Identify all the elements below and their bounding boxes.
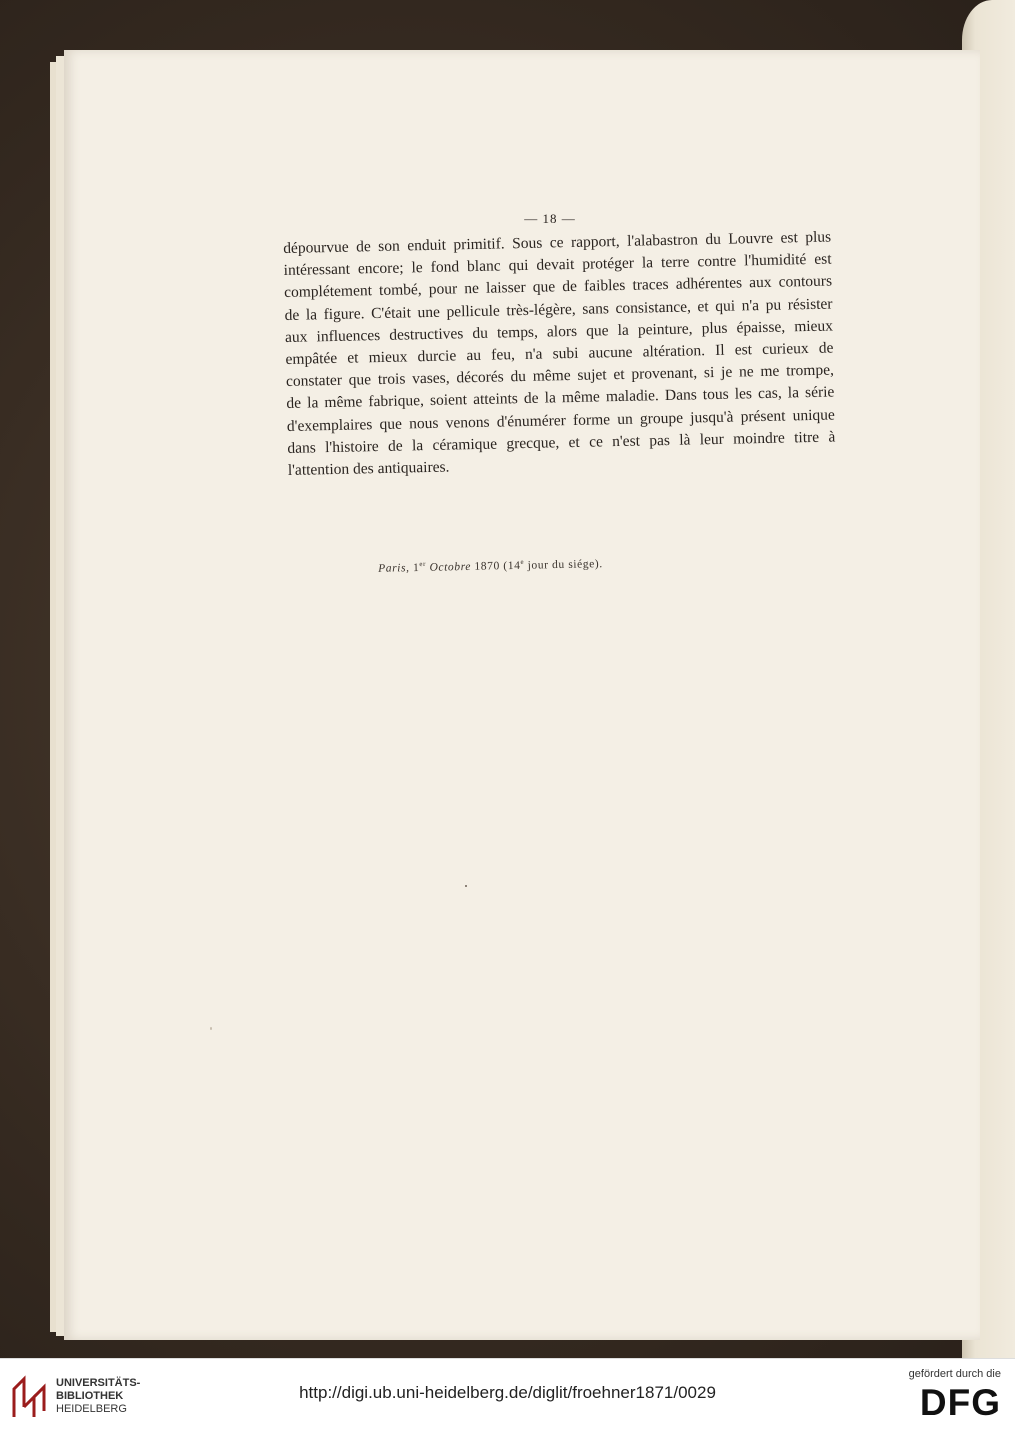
dateline-note-sup: e (520, 557, 525, 567)
text-line: d'exemplaires que nous venons d'énumérer forme un groupe jusqu'à présent unique (286, 406, 835, 435)
text-line: complétement tombé, pour ne laisser que de faibles traces adhérentes aux contours (283, 272, 833, 302)
text-line: intéressant encore; le fond blanc qui devait protéger la terre contre l'humidité est (283, 250, 832, 280)
page-number: — 18 — (524, 211, 576, 226)
permalink-url[interactable]: http://digi.ub.uni-heidelberg.de/diglit/froehner1871/0029 (299, 1383, 716, 1402)
dateline-day-sup: er (419, 559, 427, 569)
dateline-place: Paris, (378, 562, 410, 575)
text-line: de la figure. C'était une pellicule très-légère, sans consistance, et qui n'a pu résister (284, 295, 833, 324)
dateline-note-close: jour du siége). (524, 558, 603, 572)
text-line: l'attention des antiquaires. (287, 458, 450, 479)
dateline-year: 1870 (474, 560, 500, 573)
text-line: aux influences destructives du temps, alors que la peinture, plus épaisse, mieux (284, 317, 834, 346)
dfg-logo[interactable]: DFG (919, 1382, 1001, 1423)
speck (465, 885, 467, 887)
library-name-line1: UNIVERSITÄTS- (56, 1377, 141, 1389)
funder-label: gefördert durch die (908, 1368, 1001, 1380)
text-line: de la même fabrique, soient atteints de la même maladie. Dans tous les cas, la série (286, 383, 835, 413)
body-text (283, 227, 836, 483)
text-line: dépourvue de son enduit primitif. Sous ce rapport, l'alabastron du Louvre est plus (283, 228, 832, 257)
footer-bar (0, 1358, 1015, 1433)
dateline-note-open: (14 (503, 559, 521, 573)
text-line: dans l'histoire de la céramique grecque, et ce n'est pas là leur moindre titre à (287, 428, 836, 457)
library-name-line3: HEIDELBERG (56, 1403, 127, 1415)
speck (210, 1027, 212, 1030)
text-line: constater que trois vases, décorés du même sujet et provenant, si je ne me trompe, (285, 361, 835, 391)
dateline-month: Octobre (429, 560, 472, 574)
text-line: empâtée et mieux durcie au feu, n'a subi aucune altération. Il est curieux de (285, 339, 834, 368)
dateline-day: 1 (412, 561, 420, 575)
library-name-line2: BIBLIOTHEK (56, 1390, 124, 1402)
